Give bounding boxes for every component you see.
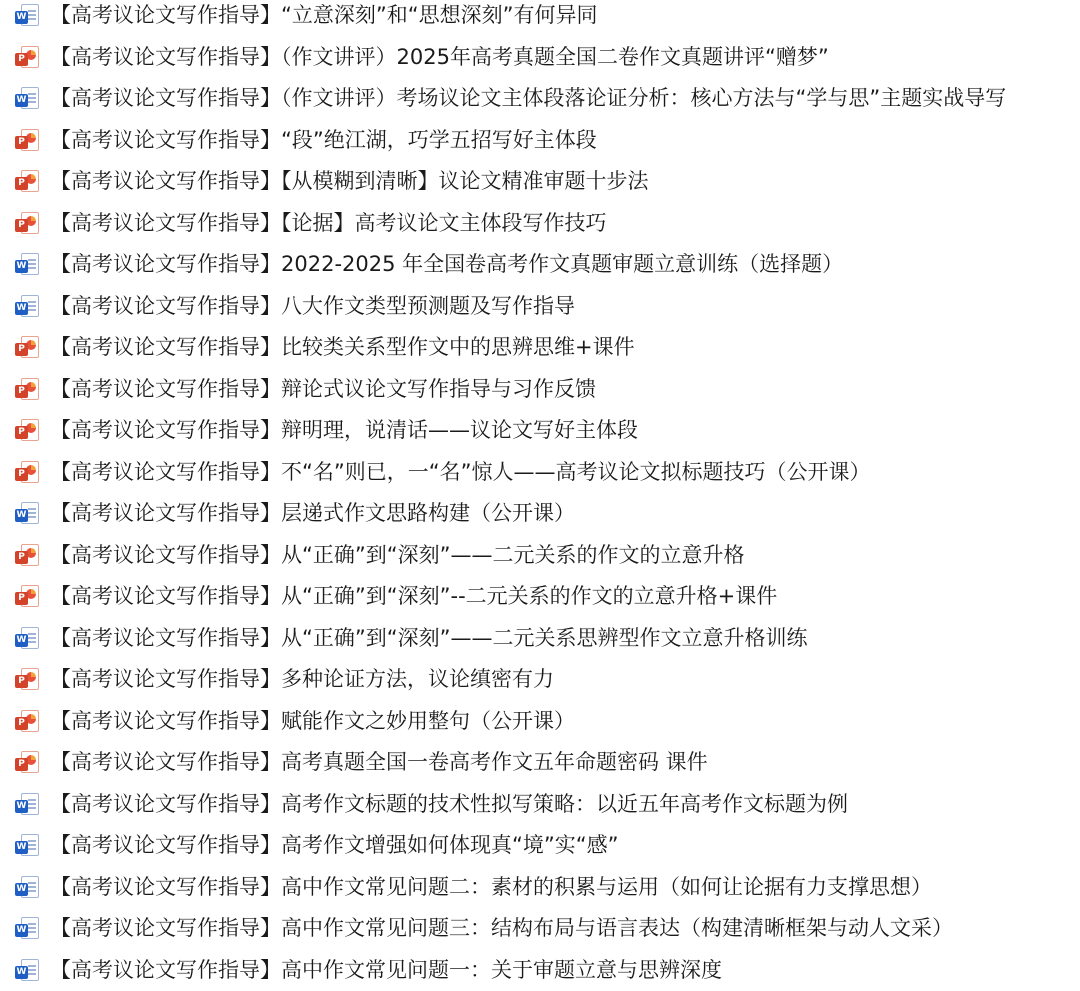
file-row[interactable] (0, 78, 1080, 118)
word-document-icon: W (14, 874, 40, 900)
word-document-icon: W (14, 85, 40, 111)
file-row[interactable] (0, 659, 1080, 699)
word-document-icon: W (14, 2, 40, 28)
file-row[interactable] (0, 244, 1080, 284)
file-name: 【高考议论文写作指导】2022-2025 年全国卷高考作文真题审题立意训练（选择题） (50, 252, 844, 276)
file-row[interactable] (0, 535, 1080, 575)
file-row[interactable] (0, 410, 1080, 450)
word-document-icon: W (14, 625, 40, 651)
file-name: 【高考议论文写作指导】从“正确”到“深刻”--二元关系的作文的立意升格+课件 (50, 584, 778, 608)
powerpoint-document-icon: P (14, 583, 40, 609)
powerpoint-document-icon: P (14, 459, 40, 485)
file-name: 【高考议论文写作指导】高考作文增强如何体现真“境”实“感” (50, 833, 619, 857)
powerpoint-document-icon: P (14, 376, 40, 402)
file-name: 【高考议论文写作指导】【从模糊到清晰】议论文精准审题十步法 (50, 169, 649, 193)
file-row[interactable] (0, 203, 1080, 243)
file-row[interactable] (0, 908, 1080, 948)
file-name: 【高考议论文写作指导】辩论式议论文写作指导与习作反馈 (50, 376, 596, 401)
powerpoint-document-icon: P (14, 334, 40, 360)
file-row[interactable] (0, 784, 1080, 824)
file-name: 【高考议论文写作指导】高中作文常见问题三：结构布局与语言表达（构建清晰框架与动人文采） (50, 916, 953, 940)
powerpoint-document-icon: P (14, 417, 40, 443)
file-name: 【高考议论文写作指导】“立意深刻”和“思想深刻”有何异同 (50, 3, 598, 27)
word-document-icon: W (14, 832, 40, 858)
file-row[interactable] (0, 742, 1080, 782)
file-row[interactable] (0, 950, 1080, 990)
file-name: 【高考议论文写作指导】（作文讲评）考场议论文主体段落论证分析：核心方法与“学与思”主题实战导写 (50, 86, 1007, 110)
file-row[interactable] (0, 825, 1080, 865)
file-row[interactable] (0, 369, 1080, 409)
file-name: 【高考议论文写作指导】层递式作文思路构建（公开课） (50, 501, 575, 525)
file-name: 【高考议论文写作指导】【论据】高考议论文主体段写作技巧 (50, 210, 607, 235)
file-row[interactable] (0, 701, 1080, 741)
file-name: 【高考议论文写作指导】比较类关系型作文中的思辨思维+课件 (50, 335, 635, 359)
file-name: 【高考议论文写作指导】不“名”则已，一“名”惊人——高考议论文拟标题技巧（公开课） (50, 459, 871, 484)
powerpoint-document-icon: P (14, 749, 40, 775)
file-name: 【高考议论文写作指导】高考作文标题的技术性拟写策略：以近五年高考作文标题为例 (50, 791, 848, 816)
file-row[interactable] (0, 327, 1080, 367)
file-row[interactable] (0, 37, 1080, 77)
file-name: 【高考议论文写作指导】高中作文常见问题二：素材的积累与运用（如何让论据有力支撑思想） (50, 874, 932, 899)
powerpoint-document-icon: P (14, 666, 40, 692)
file-name: 【高考议论文写作指导】从“正确”到“深刻”——二元关系的作文的立意升格 (50, 542, 745, 567)
word-document-icon: W (14, 915, 40, 941)
powerpoint-document-icon: P (14, 127, 40, 153)
file-name: 【高考议论文写作指导】从“正确”到“深刻”——二元关系思辨型作文立意升格训练 (50, 625, 808, 650)
word-document-icon: W (14, 500, 40, 526)
file-name: 【高考议论文写作指导】多种论证方法，议论缜密有力 (50, 667, 554, 691)
file-row[interactable] (0, 452, 1080, 492)
word-document-icon: W (14, 957, 40, 983)
file-name: 【高考议论文写作指导】高考真题全国一卷高考作文五年命题密码 课件 (50, 750, 708, 774)
word-document-icon: W (14, 791, 40, 817)
file-row[interactable] (0, 867, 1080, 907)
file-row[interactable] (0, 161, 1080, 201)
file-row[interactable] (0, 120, 1080, 160)
word-document-icon: W (14, 293, 40, 319)
file-name: 【高考议论文写作指导】赋能作文之妙用整句（公开课） (50, 708, 575, 733)
file-row[interactable] (0, 286, 1080, 326)
file-row[interactable] (0, 493, 1080, 533)
powerpoint-document-icon: P (14, 542, 40, 568)
word-document-icon: W (14, 251, 40, 277)
file-row[interactable] (0, 0, 1080, 35)
file-row[interactable] (0, 618, 1080, 658)
file-name: 【高考议论文写作指导】高中作文常见问题一：关于审题立意与思辨深度 (50, 957, 722, 982)
file-row[interactable] (0, 576, 1080, 616)
powerpoint-document-icon: P (14, 210, 40, 236)
powerpoint-document-icon: P (14, 168, 40, 194)
powerpoint-document-icon: P (14, 708, 40, 734)
file-name: 【高考议论文写作指导】辩明理，说清话——议论文写好主体段 (50, 418, 638, 442)
file-name: 【高考议论文写作指导】八大作文类型预测题及写作指导 (50, 293, 575, 318)
file-name: 【高考议论文写作指导】“段”绝江湖，巧学五招写好主体段 (50, 127, 597, 152)
file-name: 【高考议论文写作指导】（作文讲评）2025年高考真题全国二卷作文真题讲评“赠梦” (50, 44, 829, 69)
powerpoint-document-icon: P (14, 44, 40, 70)
